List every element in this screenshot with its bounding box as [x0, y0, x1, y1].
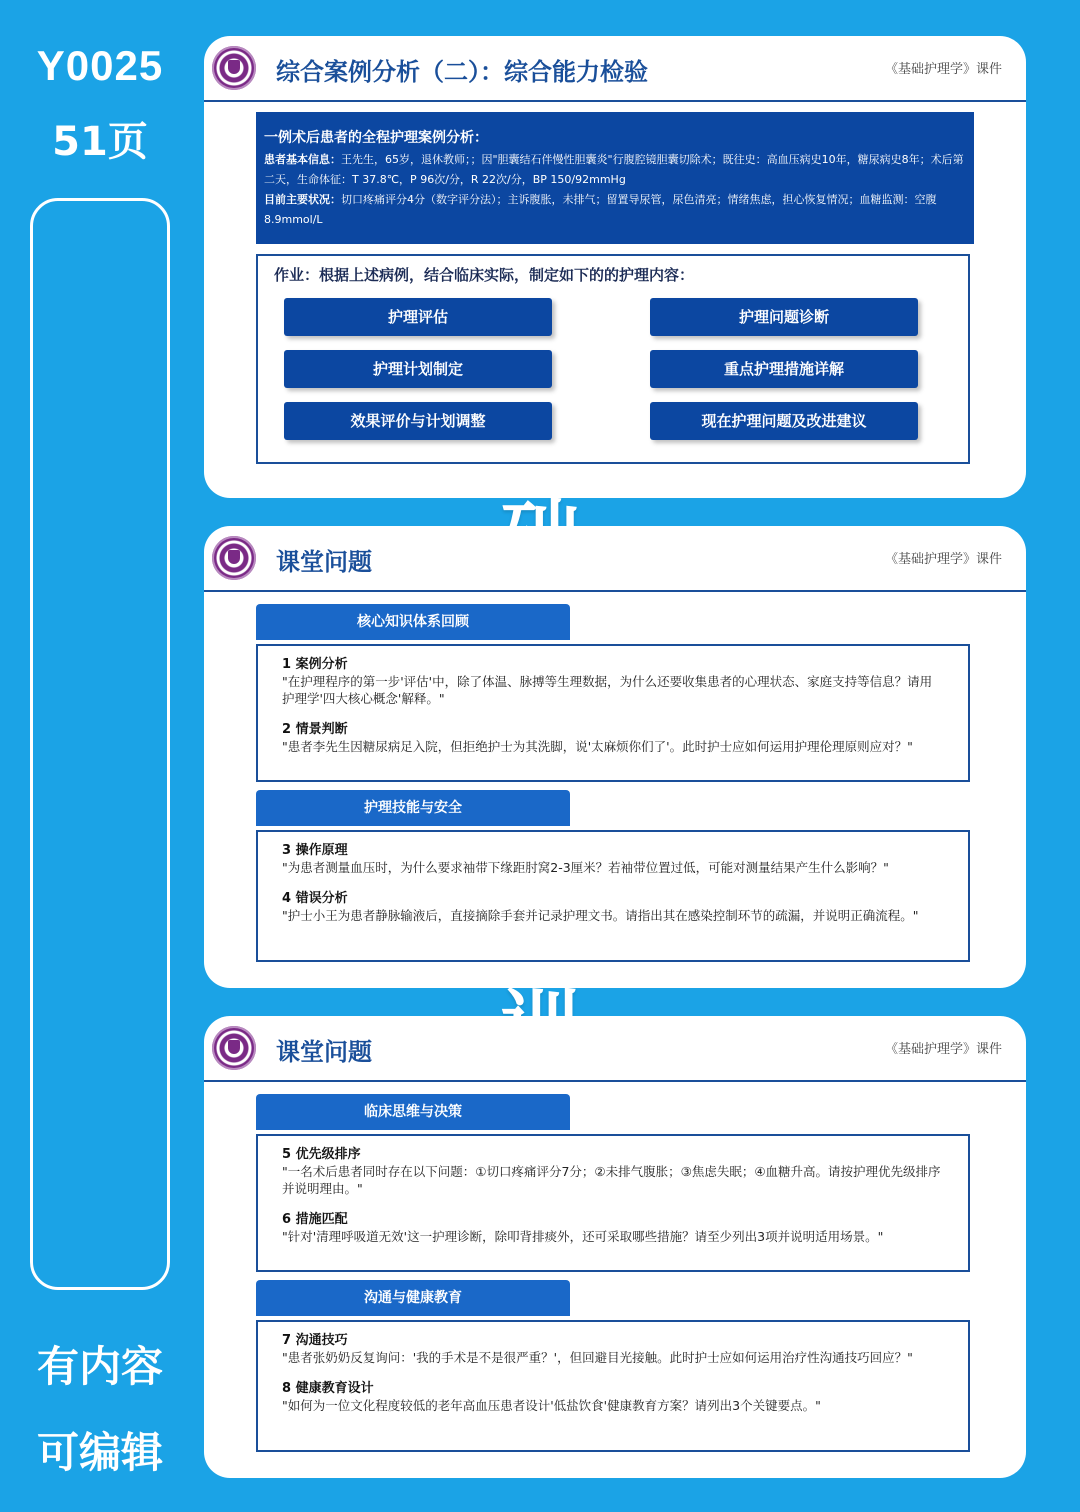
question-box: [256, 644, 970, 782]
question-text: "在护理程序的第一步'评估'中，除了体温、脉搏等生理数据，为什么还要收集患者的心理状态、家庭支持等信息？请用护理学'四大核心概念'解释。": [282, 674, 933, 706]
rail-footer-line2: 可编辑: [36, 1428, 163, 1477]
slide-class-questions-1[interactable]: [204, 526, 1026, 988]
product-code: Y0025: [36, 42, 164, 89]
question-item: [282, 842, 944, 876]
course-tag: 《基础护理学》课件: [884, 552, 1002, 567]
question-title: 2 情景判断: [282, 722, 348, 737]
question-title: 3 操作原理: [282, 843, 348, 858]
course-tag: 《基础护理学》课件: [884, 62, 1002, 77]
slide-class-questions-2[interactable]: [204, 1016, 1026, 1478]
question-text: "针对'清理呼吸道无效'这一护理诊断，除叩背排痰外，还可采取哪些措施？请至少列出3项并说明适用场景。": [282, 1229, 884, 1244]
question-item: [282, 1380, 944, 1414]
section-tab: 沟通与健康教育: [256, 1280, 570, 1316]
question-title: 1 案例分析: [282, 657, 348, 672]
question-box: [256, 1320, 970, 1452]
school-logo-icon: [212, 1026, 256, 1070]
assignment-title: 作业：根据上述病例，结合临床实际，制定如下的的护理内容：: [274, 266, 695, 284]
question-text: "如何为一位文化程度较低的老年高血压患者设计'低盐饮食'健康教育方案？请列出3个关键要点。": [282, 1398, 821, 1413]
slide-title: 综合案例分析（二）：综合能力检验: [276, 58, 648, 86]
section-tab: 临床思维与决策: [256, 1094, 570, 1130]
question-item: [282, 1211, 944, 1245]
nursing-assessment-button[interactable]: 护理评估: [284, 298, 552, 336]
school-logo-icon: [212, 46, 256, 90]
slide-header: [204, 526, 1026, 592]
patient-basic-info: [264, 150, 966, 190]
assignment-box: [256, 254, 970, 464]
slide-header: [204, 36, 1026, 102]
slide-title: 课堂问题: [276, 1038, 372, 1066]
section-tab: 护理技能与安全: [256, 790, 570, 826]
course-tag: 《基础护理学》课件: [884, 1042, 1002, 1057]
status-label: 目前主要状况：: [264, 193, 341, 206]
question-text: "护士小王为患者静脉输液后，直接摘除手套并记录护理文书。请指出其在感染控制环节的疏漏，并说明正确流程。": [282, 908, 919, 923]
question-title: 5 优先级排序: [282, 1147, 361, 1162]
question-text: "一名术后患者同时存在以下问题：①切口疼痛评分7分；②未排气腹胀；③焦虑失眠；④血糖升高。请按护理优先级排序并说明理由。": [282, 1164, 941, 1196]
question-item: [282, 1332, 944, 1366]
case-summary-box: [256, 112, 974, 244]
question-title: 6 措施匹配: [282, 1212, 348, 1227]
school-logo-icon: [212, 536, 256, 580]
basic-info-text: 王先生，65岁，退休教师；；因"胆囊结石伴慢性胆囊炎"行腹腔镜胆囊切除术；既往史：高血压病史10年，糖尿病史8年；术后第二天，生命体征：T 37.8℃，P 96次/分，R 22次/分，BP 150/92mmHg: [264, 153, 964, 186]
question-text: "患者张奶奶反复询问：'我的手术是不是很严重？'，但回避目光接触。此时护士应如何运用治疗性沟通技巧回应？": [282, 1350, 913, 1365]
question-box: [256, 830, 970, 962]
case-heading: 一例术后患者的全程护理案例分析：: [264, 130, 488, 146]
question-text: "为患者测量血压时，为什么要求袖带下缘距肘窝2-3厘米？若袖带位置过低，可能对测量结果产生什么影响？": [282, 860, 889, 875]
page-count: 51页: [52, 119, 148, 165]
patient-status: [264, 190, 966, 230]
basic-info-label: 患者基本信息：: [264, 153, 341, 166]
slide-header: [204, 1016, 1026, 1082]
slide-case-analysis[interactable]: [204, 36, 1026, 498]
evaluation-button[interactable]: 效果评价与计划调整: [284, 402, 552, 440]
section-tab: 核心知识体系回顾: [256, 604, 570, 640]
question-box: [256, 1134, 970, 1272]
question-title: 8 健康教育设计: [282, 1381, 374, 1396]
improvement-button[interactable]: 现在护理问题及改进建议: [650, 402, 918, 440]
key-measures-button[interactable]: 重点护理措施详解: [650, 350, 918, 388]
question-title: 4 错误分析: [282, 891, 348, 906]
slide-title: 课堂问题: [276, 548, 372, 576]
status-text: 切口疼痛评分4分（数字评分法）；主诉腹胀，未排气；留置导尿管，尿色清亮；情绪焦虑，担心恢复情况；血糖监测：空腹8.9mmol/L: [264, 193, 937, 226]
question-title: 7 沟通技巧: [282, 1333, 348, 1348]
question-item: [282, 1146, 944, 1197]
question-item: [282, 890, 944, 924]
rail-footer-line1: 有内容: [36, 1342, 163, 1391]
nursing-diagnosis-button[interactable]: 护理问题诊断: [650, 298, 918, 336]
care-plan-button[interactable]: 护理计划制定: [284, 350, 552, 388]
question-item: [282, 721, 944, 755]
question-item: [282, 656, 944, 707]
question-text: "患者李先生因糖尿病足入院，但拒绝护士为其洗脚，说'太麻烦你们了'。此时护士应如何运用护理伦理原则应对？": [282, 739, 913, 754]
